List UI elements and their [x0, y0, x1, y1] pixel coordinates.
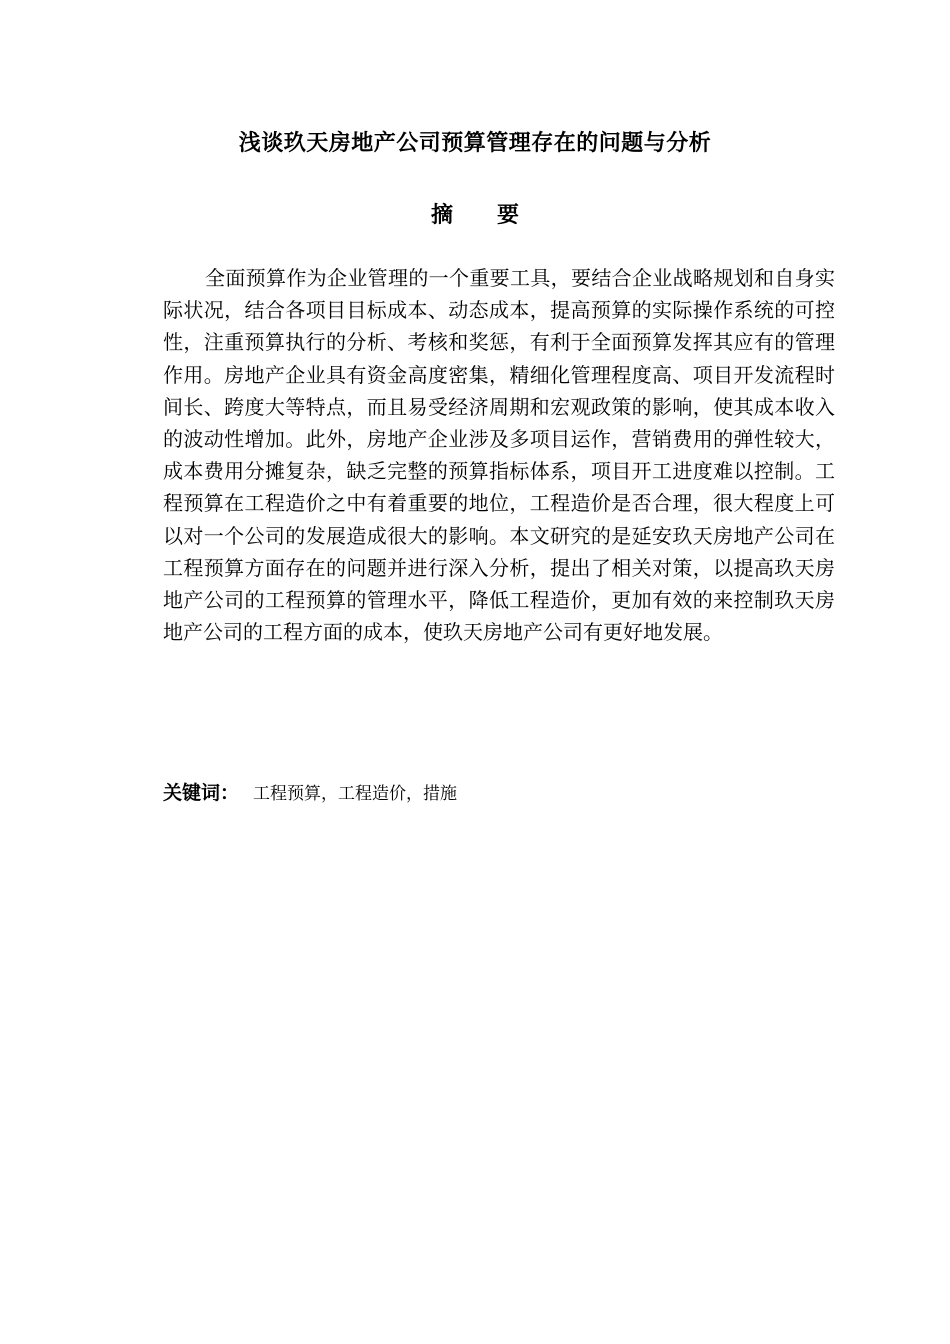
abstract-paragraph: 全面预算作为企业管理的一个重要工具，要结合企业战略规划和自身实际状况，结合各项目目标成本、动态成本，提高预算的实际操作系统的可控性，注重预算执行的分析、考核和奖惩，有利于全面预算发挥其应有的管理作用。房地产企业具有资金高度密集，精细化管理程度高、项目开发流程时间长、跨度大等特点，而且易受经济周期和宏观政策的影响，使其成本收入的波动性增加。此外，房地产企业涉及多项目运作，营销费用的弹性较大，成本费用分摊复杂，缺乏完整的预算指标体系，项目开工进度难以控制。工程预算在工程造价之中有着重要的地位，工程造价是否合理，很大程度上可以对一个公司的发展造成很大的影响。本文研究的是延安玖天房地产公司在工程预算方面存在的问题并进行深入分析，提出了相关对策，以提高玖天房地产公司的工程预算的管理水平，降低工程造价，更加有效的来控制玖天房地产公司的工程方面的成本，使玖天房地产公司有更好地发展。 — [163, 266, 835, 645]
keywords-line — [163, 778, 835, 809]
keywords-label: 关键词： — [163, 782, 240, 804]
document-title: 浅谈玖天房地产公司预算管理存在的问题与分析 — [238, 131, 712, 156]
abstract-heading: 摘要 — [430, 203, 563, 228]
keywords-value: 工程预算，工程造价，措施 — [253, 784, 458, 804]
